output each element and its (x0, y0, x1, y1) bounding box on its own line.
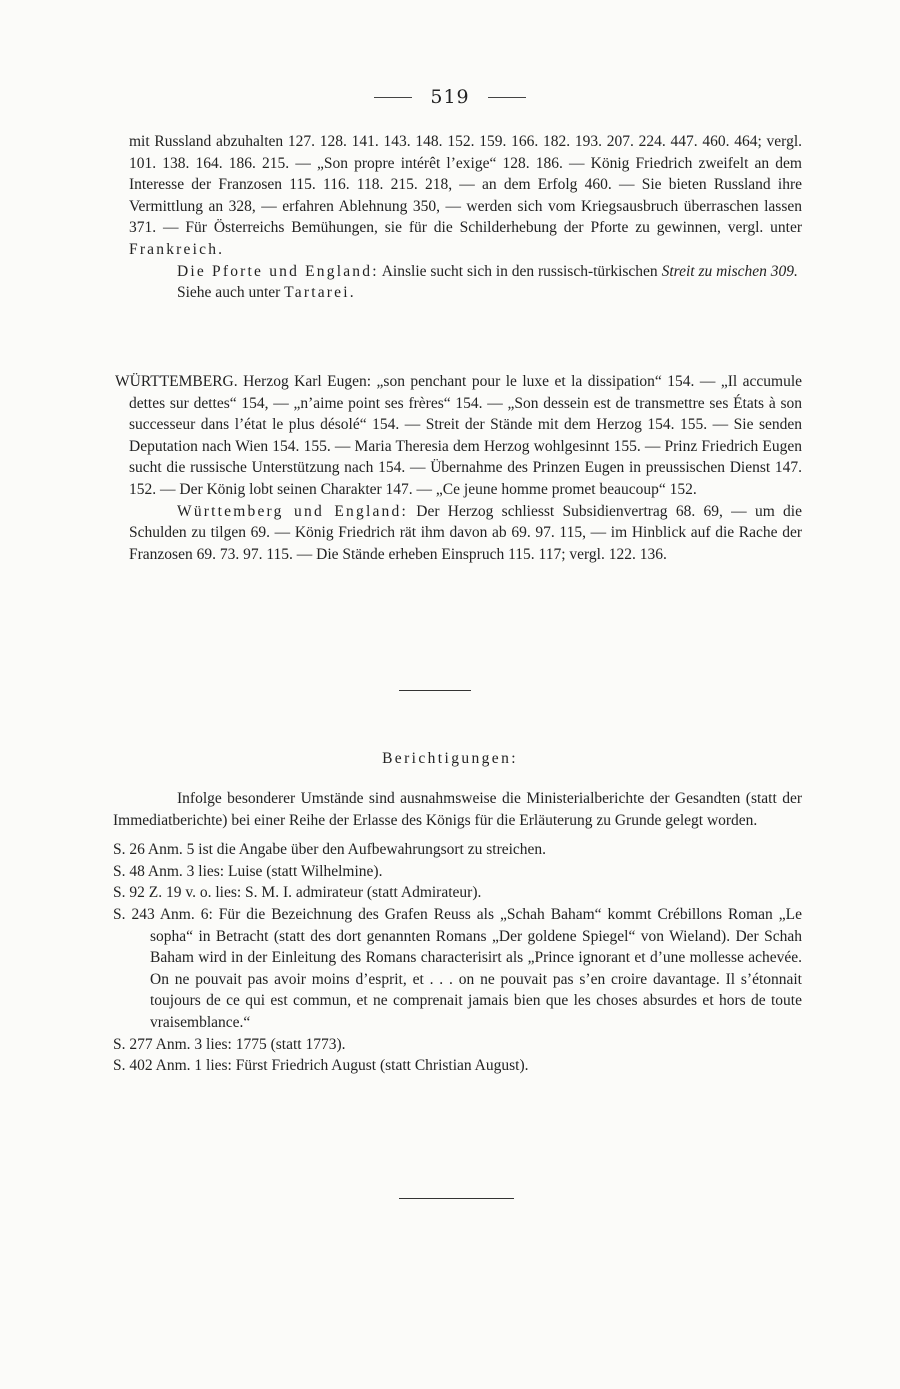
index-text: mit Russland abzuhalten 127. 128. 141. 143. 148. 152. 159. 166. 182. 193. 207. 224. 447. 460. 464; vergl. 101. 138. 164. 186. 215. — „Son propre intérêt l’exige“ 128. 186. — König Friedrich zweifelt an dem Interesse der Franzosen 115. 116. 118. 215. 218, — an dem Erfolg 460. — Sie bieten Russland ihre Vermittlung an 328, — erfahren Ablehnung 350, — werden sich vom Kriegsausbruch überraschen lassen 371. — Für Österreichs Bemühungen, sie für die Schilderhebung der Pforte zu gewinnen, vergl. unter (129, 133, 802, 237)
index-entry-wurttemberg (115, 371, 802, 501)
index-paragraph-wurttemberg-england (115, 501, 802, 566)
corrections-intro: Infolge besonderer Umstände sind ausnahmsweise die Ministerialberichte der Gesandten (statt der Immediatberichte) bei einer Reihe der Erlasse des Königs für die Erläuterung zu Grunde gelegt worden. (113, 790, 802, 829)
corrections-section (113, 788, 802, 1077)
index-subheading: Die Pforte und England: (177, 262, 379, 280)
index-paragraph-turkey (129, 131, 802, 261)
header-dash-left (374, 97, 412, 98)
index-section-turkey (129, 131, 802, 304)
index-text-italic: Streit zu mischen 309. (661, 262, 798, 280)
page-header (0, 86, 900, 108)
index-text: Siehe auch unter (177, 284, 281, 302)
correction-item: S. 48 Anm. 3 lies: Luise (statt Wilhelmine). (113, 862, 383, 880)
index-see-also (129, 282, 802, 304)
section-divider (399, 690, 471, 691)
index-section-wurttemberg (115, 371, 802, 565)
correction-item: S. 243 Anm. 6: Für die Bezeichnung des Grafen Reuss als „Schah Baham“ kommt Crébillons Roman „Le sopha“ in Betracht (statt des dort genannten Romans „Der goldene Spiegel“ von Wieland). Der Schah Baham wird in der Einleitung des Romans characterisirt als „Prince ignorant et d’une mollesse achevée. On ne pouvait pas avoir moins d’esprit, et . . . on ne pouvait pas s’en croire davantage. Il s’étonnait toujours de ce qui est commun, et ne comprenait jamais bien que les choses absurdes et hors de toute vraisemblance.“ (113, 905, 802, 1031)
header-dash-right (488, 97, 526, 98)
index-text: Herzog Karl Eugen: „son penchant pour le luxe et la dissipation“ 154. — „Il accumule dettes sur dettes“ 154, — „n’aime point ses frères“ 154. — „Son dessein est de transmettre ses États à son successeur dans l’état le plus désolé“ 154. — Streit der Stände mit dem Herzog 154. 155. — Sie senden Deputation nach Wien 154. 155. — Maria Theresia dem Herzog wohlgesinnt 155. — Prinz Friedrich Eugen sucht die russische Unterstützung nach 154. — Übernahme des Prinzen Eugen in preussischen Dienst 147. 152. — Der König lobt seinen Charakter 147. — „Ce jeune homme promet beaucoup“ 152. (129, 373, 803, 498)
correction-item: S. 402 Anm. 1 lies: Fürst Friedrich August (statt Christian August). (113, 1057, 529, 1075)
correction-item: S. 26 Anm. 5 ist die Angabe über den Aufbewahrungsort zu streichen. (113, 841, 547, 859)
index-heading: WÜRTTEMBERG. (115, 373, 238, 390)
index-cross-ref: Tartarei. (284, 284, 356, 302)
corrections-title: Berichtigungen: (382, 750, 518, 767)
end-divider (399, 1198, 514, 1199)
correction-item: S. 92 Z. 19 v. o. lies: S. M. I. admirateur (statt Admirateur). (113, 884, 482, 902)
index-paragraph-pforte-england (129, 261, 802, 283)
index-text: Der Herzog schliesst Subsidienvertrag 68. 69, — um die Schulden zu tilgen 69. — König Friedrich rät ihm davon ab 69. 97. 115, — im Hinblick auf die Rache der Franzosen 69. 73. 97. 115. — Die Stände erheben Einspruch 115. 117; vergl. 122. 136. (129, 502, 802, 563)
correction-item: S. 277 Anm. 3 lies: 1775 (statt 1773). (113, 1035, 346, 1053)
page-number: 519 (430, 86, 470, 108)
index-cross-ref: Frankreich. (129, 240, 225, 258)
index-text: Ainslie sucht sich in den russisch-türkischen (381, 262, 658, 280)
index-subheading: Württemberg und England: (177, 502, 408, 520)
